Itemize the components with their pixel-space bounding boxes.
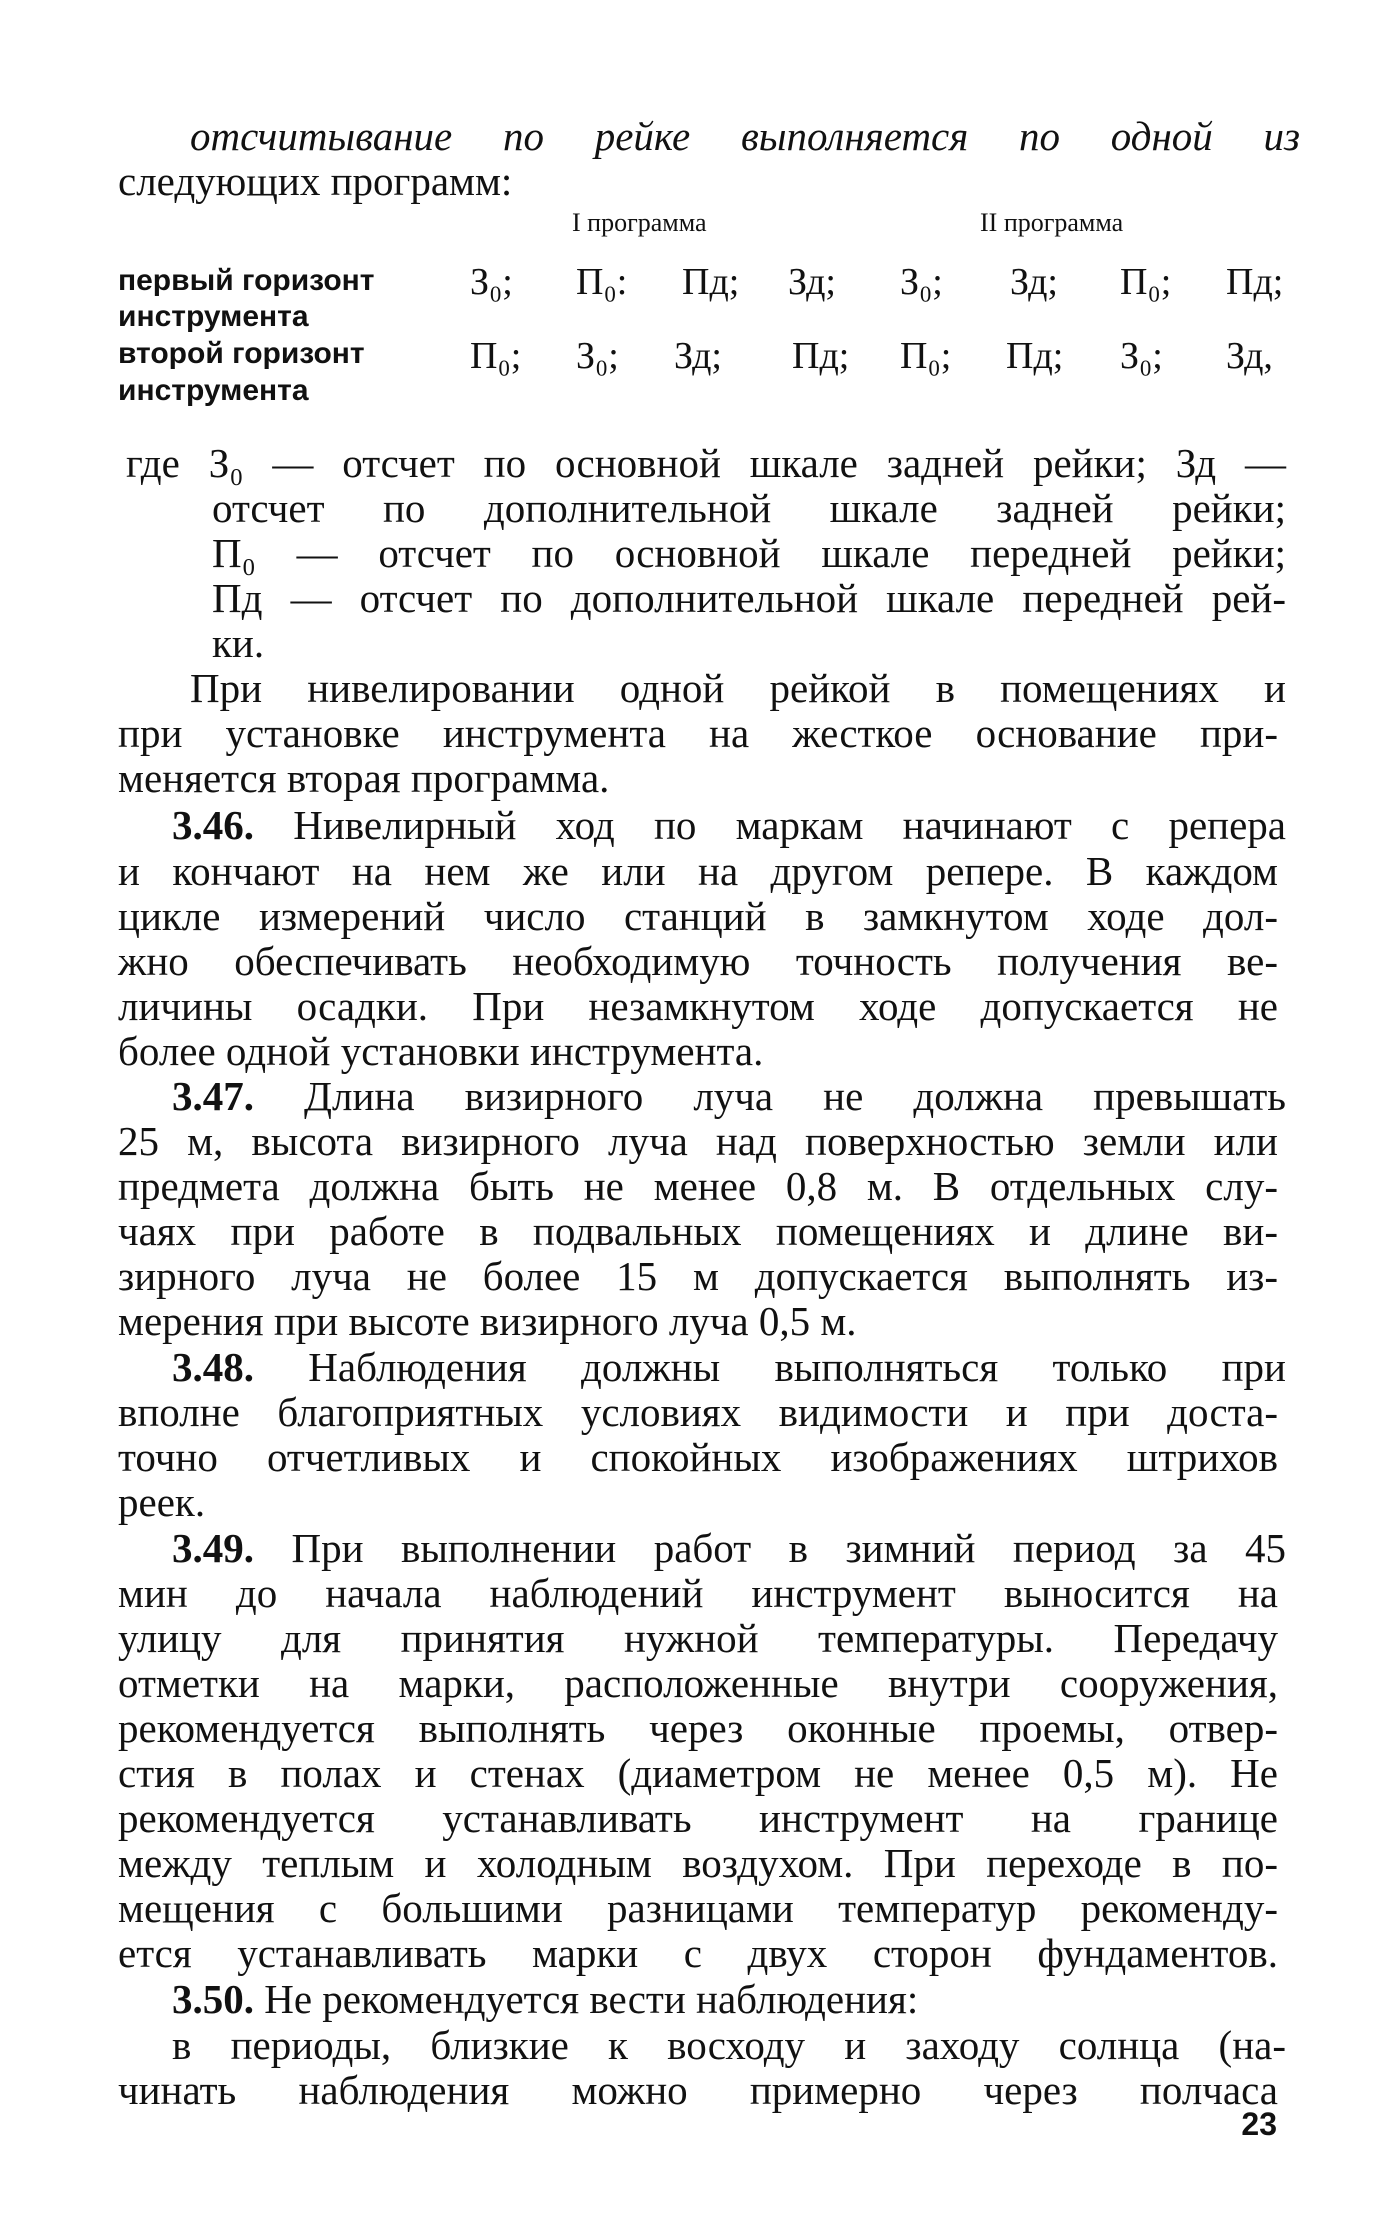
legend-line: П₀ — отсчет по основной шкале передней рейки; [212,530,1286,576]
row-label: первый горизонт [118,264,375,297]
text-line: При нивелировании одной рейкой в помещениях и [190,665,1286,711]
text-line: рекомендуется выполнять через оконные проемы, отвер- [118,1705,1278,1751]
text-line: рекомендуется устанавливать инструмент на границе [118,1795,1278,1841]
text-line: в периоды, близкие к восходу и заходу солнца (на- [172,2022,1286,2068]
table-cell: Зд, [1226,335,1273,377]
text-line: 3.46. Нивелирный ход по маркам начинают с репера [172,802,1286,848]
text-line: чаях при работе в подвальных помещениях и длине ви- [118,1208,1278,1254]
text-line: 3.48. Наблюдения должны выполняться только при [172,1344,1286,1390]
text-line: отсчитывание по рейке выполняется по одной из [190,113,1300,159]
table-cell: З₀; [1120,335,1163,377]
text-line: между теплым и холодным воздухом. При переходе в по- [118,1840,1278,1886]
table-cell: З₀; [470,261,513,303]
table-cell: П₀; [470,335,522,377]
table-cell: Зд; [788,261,836,303]
table-cell: З₀; [900,261,943,303]
row-label: второй горизонт [118,337,365,370]
text-line: точно отчетливых и спокойных изображениях штрихов [118,1434,1278,1480]
text-line: 25 м, высота визирного луча над поверхностью земли или [118,1118,1278,1164]
table-cell: Пд; [682,261,740,303]
row-label: инструмента [118,374,309,407]
text-line: меняется вторая программа. [118,755,610,801]
table-cell: Зд; [1010,261,1058,303]
text-line: отметки на марки, расположенные внутри сооружения, [118,1660,1278,1706]
table-cell: Пд; [792,335,850,377]
text-line: вполне благоприятных условиях видимости и при доста- [118,1389,1278,1435]
text-line: жно обеспечивать необходимую точность получения ве- [118,938,1278,984]
table-header: II программа [980,208,1124,237]
legend-line: ки. [212,620,265,666]
text-line: 3.47. Длина визирного луча не должна превышать [172,1073,1286,1119]
table-cell: Пд; [1006,335,1064,377]
text-line: мин до начала наблюдений инструмент выносится на [118,1570,1278,1616]
text-line: 3.50. Не рекомендуется вести наблюдения: [172,1976,919,2022]
text-line: мещения с большими разницами температур рекоменду- [118,1885,1278,1931]
legend-line: отсчет по дополнительной шкале задней рейки; [212,485,1286,531]
text-line: реек. [118,1479,206,1525]
text-line: следующих программ: [118,158,513,204]
table-header: I программа [572,208,707,237]
text-line: чинать наблюдения можно примерно через полчаса [118,2067,1278,2113]
text-line: улицу для принятия нужной температуры. Передачу [118,1615,1278,1661]
text-line: цикле измерений число станций в замкнутом ходе дол- [118,893,1278,939]
legend-line: где З₀ — отсчет по основной шкале задней рейки; Зд — [126,440,1286,486]
table-cell: З₀; [576,335,619,377]
text-line: предмета должна быть не менее 0,8 м. В отдельных слу- [118,1163,1278,1209]
row-label: инструмента [118,300,309,333]
legend-line: Пд — отсчет по дополнительной шкале передней рей- [212,575,1286,621]
text-line: и кончают на нем же или на другом репере. В каждом [118,848,1278,894]
text-line: ется устанавливать марки с двух сторон фундаментов. [118,1930,1278,1976]
text-line: при установке инструмента на жесткое основание при- [118,710,1278,756]
table-cell: П₀: [576,261,628,303]
table-cell: Пд; [1226,261,1284,303]
text-line: 3.49. При выполнении работ в зимний период за 45 [172,1525,1286,1571]
text-line: мерения при высоте визирного луча 0,5 м. [118,1298,857,1344]
text-line: стия в полах и стенах (диаметром не менее 0,5 м). Не [118,1750,1278,1796]
text-line: более одной установки инструмента. [118,1028,764,1074]
page-number: 23 [1241,2106,1277,2142]
text-line: личины осадки. При незамкнутом ходе допускается не [118,983,1278,1029]
table-cell: П₀; [1120,261,1172,303]
table-cell: П₀; [900,335,952,377]
table-cell: Зд; [674,335,722,377]
text-line: зирного луча не более 15 м допускается выполнять из- [118,1253,1278,1299]
